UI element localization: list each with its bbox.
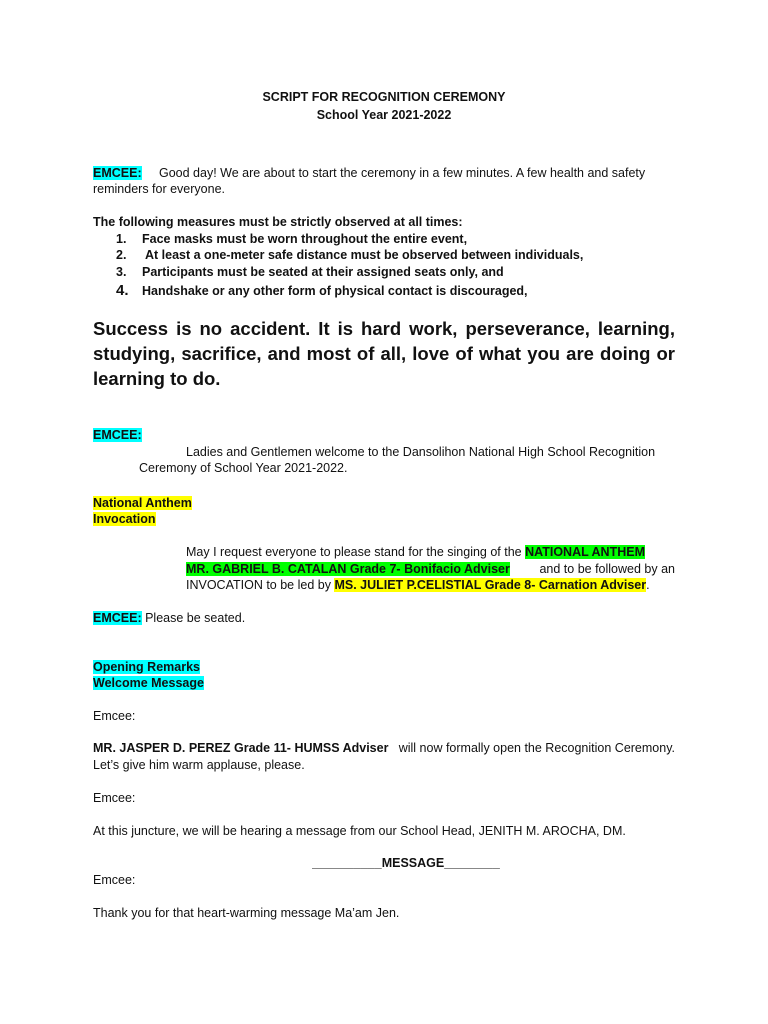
intro-text: Good day! We are about to start the ceremony in a few minutes. A few health and safety — [159, 166, 646, 180]
anthem-paragraph-line-3: INVOCATION to be led by MS. JULIET P.CELISTIAL Grade 8- Carnation Adviser. — [186, 578, 650, 592]
emcee-cue: Emcee: — [93, 709, 136, 723]
opening-paragraph-line-1: MR. JASPER D. PEREZ Grade 11- HUMSS Adviser will now formally open the Recognition Ceremony. — [93, 741, 675, 755]
national-anthem-highlight: NATIONAL ANTHEM — [525, 545, 645, 559]
intro-line-2: reminders for everyone. — [93, 182, 226, 196]
emcee-label: EMCEE: — [93, 166, 142, 180]
opening-remarks-heading: Opening Remarks — [93, 660, 200, 674]
document-title: SCRIPT FOR RECOGNITION CEREMONY — [262, 90, 506, 104]
invocation-heading: Invocation — [93, 512, 156, 526]
intro-line-1 — [93, 166, 645, 180]
opening-paragraph-line-2: Let’s give him warm applause, please. — [93, 758, 305, 772]
seated-line: EMCEE: Please be seated. — [93, 611, 246, 625]
measure-item: 2. At least a one-meter safe distance must be observed between individuals, — [116, 248, 584, 262]
celistial-highlight: MS. JULIET P.CELISTIAL Grade 8- Carnation Adviser — [334, 578, 647, 592]
catalan-highlight: MR. GABRIEL B. CATALAN Grade 7- Bonifacio Adviser — [186, 562, 510, 576]
welcome-label: EMCEE: — [93, 428, 142, 442]
measure-item: 1. Face masks must be worn throughout the entire event, — [116, 232, 468, 246]
measure-item: 3. Participants must be seated at their assigned seats only, and — [116, 265, 504, 279]
message-marker: __________MESSAGE________ — [312, 856, 500, 870]
national-anthem-heading: National Anthem — [93, 496, 192, 510]
anthem-paragraph-line-1: May I request everyone to please stand for the singing of the NATIONAL ANTHEM — [186, 545, 645, 559]
success-quote: Success is no accident. It is hard work, perseverance, learning, studying, sacrifice, and most of all, love of what you are doing or learning to do. — [93, 318, 675, 389]
emcee-cue: Emcee: — [93, 873, 136, 887]
welcome-line-2: Ceremony of School Year 2021-2022. — [139, 461, 348, 475]
welcome-line-1: Ladies and Gentlemen welcome to the Dansolihon National High School Recognition — [186, 445, 656, 459]
emcee-cue: Emcee: — [93, 791, 136, 805]
welcome-message-heading: Welcome Message — [93, 676, 204, 690]
school-head-paragraph: At this juncture, we will be hearing a message from our School Head, JENITH M. AROCHA, DM. — [93, 824, 626, 838]
measure-item: 4. Handshake or any other form of physical contact is discouraged, — [116, 282, 528, 299]
measures-heading: The following measures must be strictly observed at all times: — [93, 215, 463, 229]
anthem-paragraph-line-2: MR. GABRIEL B. CATALAN Grade 7- Bonifacio Adviser and to be followed by an — [186, 562, 675, 576]
document-subtitle: School Year 2021-2022 — [316, 108, 452, 122]
emcee-label: EMCEE: — [93, 611, 142, 625]
thank-you-paragraph: Thank you for that heart-warming message Ma’am Jen. — [93, 906, 400, 920]
